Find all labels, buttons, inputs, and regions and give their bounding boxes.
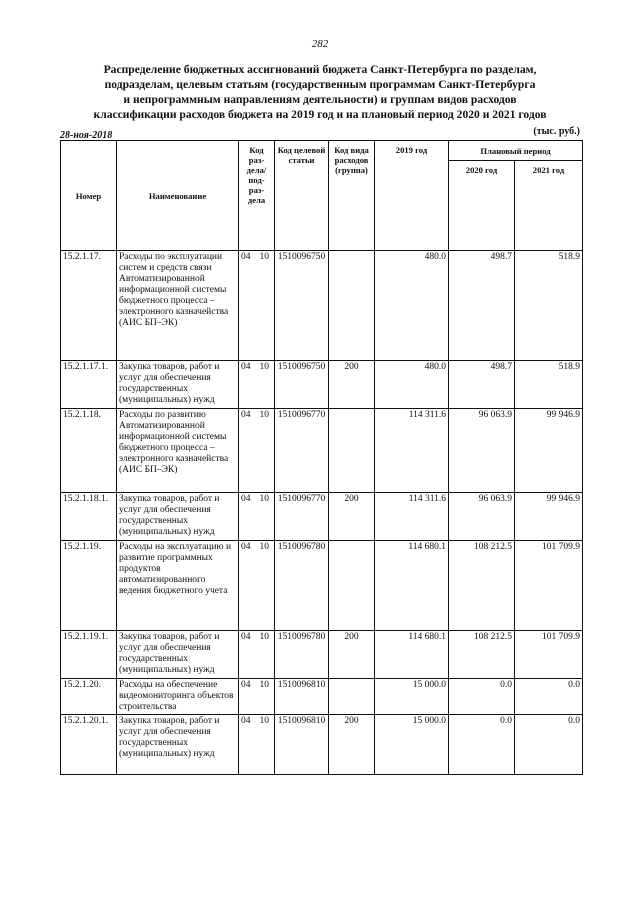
row-section-code: 04 xyxy=(241,252,251,262)
row-section-code: 04 xyxy=(241,632,251,642)
row-target: 1510096750 xyxy=(275,361,329,409)
row-expense: 200 xyxy=(329,493,375,541)
row-subsection-code: 10 xyxy=(259,716,269,726)
budget-table xyxy=(60,140,583,775)
title-line: Распределение бюджетных ассигнований бюджета Санкт-Петербурга по разделам, xyxy=(103,63,537,76)
row-2020: 96 063.9 xyxy=(449,409,515,493)
row-section-code: 04 xyxy=(241,716,251,726)
row-section xyxy=(239,493,275,541)
row-2020: 96 063.9 xyxy=(449,493,515,541)
row-target: 1510096810 xyxy=(275,715,329,775)
table-row xyxy=(61,631,583,679)
row-expense xyxy=(329,679,375,715)
row-subsection-code: 10 xyxy=(259,632,269,642)
table-row xyxy=(61,715,583,775)
row-2021: 0.0 xyxy=(515,715,583,775)
row-section xyxy=(239,251,275,361)
row-target: 1510096750 xyxy=(275,251,329,361)
title-line: и непрограммным направлениям деятельности) и группам видов расходов xyxy=(123,93,517,106)
row-expense: 200 xyxy=(329,361,375,409)
table-row xyxy=(61,409,583,493)
header-2021: 2021 год xyxy=(515,161,583,251)
row-section-code: 04 xyxy=(241,542,251,552)
row-section xyxy=(239,631,275,679)
row-2020: 498.7 xyxy=(449,361,515,409)
row-2021: 101 709.9 xyxy=(515,541,583,631)
row-2019: 114 311.6 xyxy=(375,409,449,493)
row-section xyxy=(239,715,275,775)
row-name: Расходы на эксплуатацию и развитие программных продуктов автоматизированного ведения бюджетного учета xyxy=(117,541,239,631)
row-section-code: 04 xyxy=(241,494,251,504)
row-2021: 0.0 xyxy=(515,679,583,715)
title-line: подразделам, целевым статьям (государственным программам Санкт-Петербурга xyxy=(104,78,536,91)
header-target: Код целевой статьи xyxy=(275,141,329,251)
row-2019: 15 000.0 xyxy=(375,715,449,775)
row-number: 15.2.1.20. xyxy=(61,679,117,715)
row-2020: 0.0 xyxy=(449,715,515,775)
row-number: 15.2.1.17.1. xyxy=(61,361,117,409)
row-2020: 108 212.5 xyxy=(449,631,515,679)
row-name: Расходы по развитию Автоматизированной информационной системы бюджетного процесса – электронного казначейства (АИС БП–ЭК) xyxy=(117,409,239,493)
header-expense: Код вида расходов (группа) xyxy=(329,141,375,251)
row-2021: 518.9 xyxy=(515,361,583,409)
row-number: 15.2.1.18. xyxy=(61,409,117,493)
header-number: Номер xyxy=(61,141,117,251)
row-subsection-code: 10 xyxy=(259,252,269,262)
row-expense xyxy=(329,251,375,361)
row-section-code: 04 xyxy=(241,410,251,420)
row-name: Закупка товаров, работ и услуг для обеспечения государственных (муниципальных) нужд xyxy=(117,361,239,409)
row-expense xyxy=(329,541,375,631)
row-name: Расходы по эксплуатации систем и средств связи Автоматизированной информационной системы бюджетного процесса – электронного казначейства (АИС БП–ЭК) xyxy=(117,251,239,361)
row-2019: 480.0 xyxy=(375,251,449,361)
row-2019: 480.0 xyxy=(375,361,449,409)
row-number: 15.2.1.19.1. xyxy=(61,631,117,679)
row-target: 1510096810 xyxy=(275,679,329,715)
row-2021: 101 709.9 xyxy=(515,631,583,679)
row-section xyxy=(239,679,275,715)
document-date: 28-ноя-2018 xyxy=(60,130,113,141)
row-subsection-code: 10 xyxy=(259,494,269,504)
table-row xyxy=(61,541,583,631)
row-2019: 114 311.6 xyxy=(375,493,449,541)
row-section-code: 04 xyxy=(241,362,251,372)
row-section-code: 04 xyxy=(241,680,251,690)
table-row xyxy=(61,361,583,409)
header-2020: 2020 год xyxy=(449,161,515,251)
row-section xyxy=(239,541,275,631)
page-number: 282 xyxy=(311,38,329,50)
header-planned-period: Плановый период xyxy=(449,141,583,161)
row-subsection-code: 10 xyxy=(259,410,269,420)
header-name: Наименование xyxy=(117,141,239,251)
table-row xyxy=(61,251,583,361)
table-row xyxy=(61,679,583,715)
document-title xyxy=(60,62,580,122)
row-expense xyxy=(329,409,375,493)
row-2019: 114 680.1 xyxy=(375,631,449,679)
row-name: Закупка товаров, работ и услуг для обеспечения государственных (муниципальных) нужд xyxy=(117,631,239,679)
row-section xyxy=(239,361,275,409)
row-section xyxy=(239,409,275,493)
row-target: 1510096780 xyxy=(275,541,329,631)
row-2020: 498.7 xyxy=(449,251,515,361)
row-2019: 114 680.1 xyxy=(375,541,449,631)
row-2020: 0.0 xyxy=(449,679,515,715)
row-target: 1510096770 xyxy=(275,409,329,493)
row-number: 15.2.1.19. xyxy=(61,541,117,631)
row-name: Закупка товаров, работ и услуг для обеспечения государственных (муниципальных) нужд xyxy=(117,493,239,541)
row-expense: 200 xyxy=(329,715,375,775)
row-number: 15.2.1.17. xyxy=(61,251,117,361)
row-target: 1510096770 xyxy=(275,493,329,541)
row-target: 1510096780 xyxy=(275,631,329,679)
row-2019: 15 000.0 xyxy=(375,679,449,715)
header-section: Код раз-дела/ под-раз-дела xyxy=(239,141,275,251)
row-name: Закупка товаров, работ и услуг для обеспечения государственных (муниципальных) нужд xyxy=(117,715,239,775)
row-2021: 99 946.9 xyxy=(515,409,583,493)
row-2021: 99 946.9 xyxy=(515,493,583,541)
table-row xyxy=(61,493,583,541)
units-label: (тыс. руб.) xyxy=(533,126,580,137)
row-name: Расходы на обеспечение видеомониторинга объектов строительства xyxy=(117,679,239,715)
row-2021: 518.9 xyxy=(515,251,583,361)
row-number: 15.2.1.18.1. xyxy=(61,493,117,541)
row-subsection-code: 10 xyxy=(259,362,269,372)
title-line: классификации расходов бюджета на 2019 год и на плановый период 2020 и 2021 годов xyxy=(93,108,547,121)
row-subsection-code: 10 xyxy=(259,680,269,690)
row-subsection-code: 10 xyxy=(259,542,269,552)
row-2020: 108 212.5 xyxy=(449,541,515,631)
header-2019: 2019 год xyxy=(375,141,449,251)
row-expense: 200 xyxy=(329,631,375,679)
row-number: 15.2.1.20.1. xyxy=(61,715,117,775)
